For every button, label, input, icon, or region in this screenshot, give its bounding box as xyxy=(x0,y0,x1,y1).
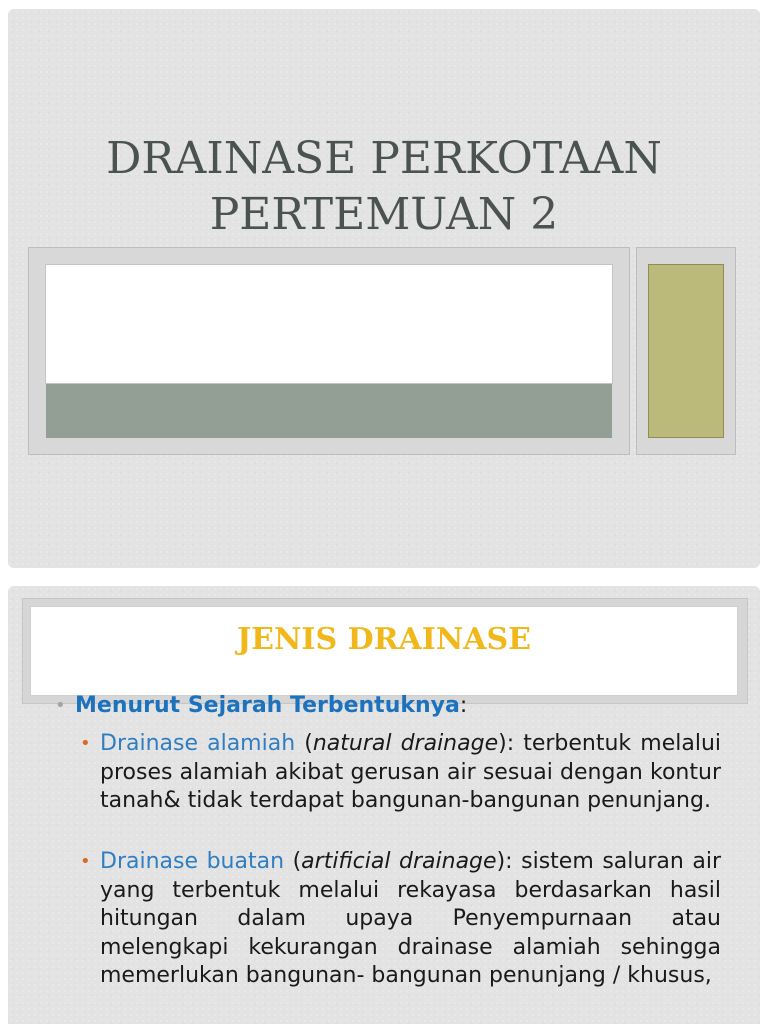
bullet-dot-icon: • xyxy=(55,695,66,716)
item-open-paren: ( xyxy=(295,731,313,756)
decorative-gray-band xyxy=(46,384,612,438)
bullet-level1-suffix: : xyxy=(459,693,468,718)
item-text: ): terbentuk melalui proses alamiah akibat gerusan air sesuai dengan kontur tanah& tidak terdapat bangunan-bangunan penunjang. xyxy=(100,731,721,813)
slide-heading: JENIS DRAINASE xyxy=(236,622,532,657)
decorative-white-panel xyxy=(45,264,613,384)
item-open-paren: ( xyxy=(284,849,302,874)
bullet-dot-icon: • xyxy=(80,851,91,872)
bullet-level2-item xyxy=(80,848,721,991)
item-text: ): sistem saluran air yang terbentuk melalui rekayasa berdasarkan hasil hitungan dalam upaya Penyempurnaan atau melengkapi kekurangan drainase alamiah sehingga memerlukan bangunan- bangunan penunjang / khusus, xyxy=(100,849,721,988)
decorative-frame-right xyxy=(636,247,736,455)
slide-title xyxy=(8,131,760,243)
bullet-level1 xyxy=(55,692,735,721)
bullet-level2-item xyxy=(80,730,721,816)
bullet-level1-label: Menurut Sejarah Terbentuknya xyxy=(75,693,460,718)
bullet-dot-icon: • xyxy=(80,733,91,754)
content-slide xyxy=(8,586,760,1024)
item-term: Drainase buatan xyxy=(100,849,285,874)
title-slide xyxy=(8,9,760,568)
decorative-frame-left xyxy=(28,247,630,455)
item-italic-term: natural drainage xyxy=(312,731,499,756)
decorative-olive-block xyxy=(648,264,724,438)
slide-title-line-1: DRAINASE PERKOTAAN xyxy=(106,133,662,184)
slide-title-line-2: PERTEMUAN 2 xyxy=(209,189,559,240)
item-term: Drainase alamiah xyxy=(100,731,296,756)
item-italic-term: artificial drainage xyxy=(301,849,497,874)
